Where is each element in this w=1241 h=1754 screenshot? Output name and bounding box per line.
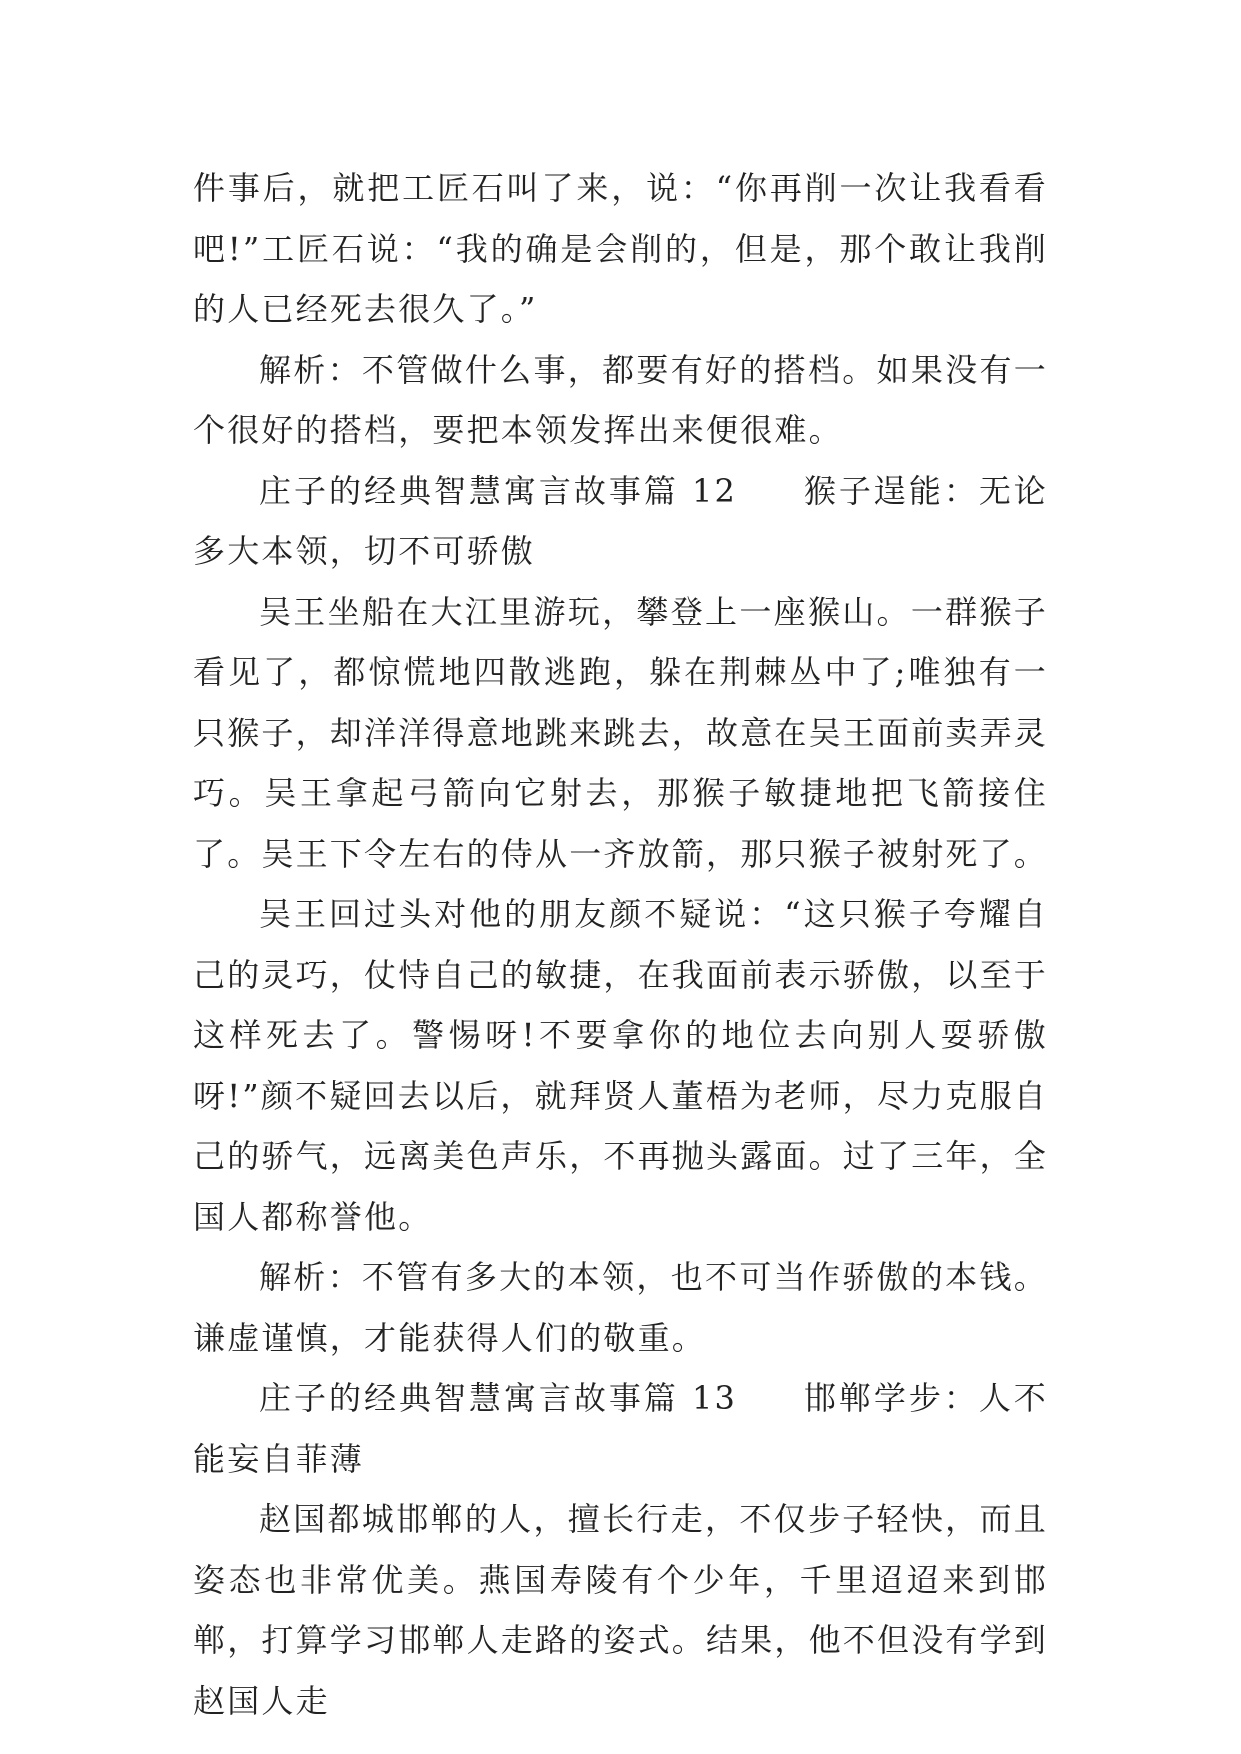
paragraph-monkey-story: 吴王坐船在大江里游玩，攀登上一座猴山。一群猴子看见了，都惊慌地四散逃跑，躲在荆棘丛中了;唯独有一只猴子，却洋洋得意地跳来跳去，故意在吴王面前卖弄灵巧。吴王拿起弓箭向它射去，那猴子敏捷地把飞箭接住了。吴王下令左右的侍从一齐放箭，那只猴子被射死了。	[193, 592, 1049, 873]
heading-title: 庄子的经典智慧寓言故事	[259, 471, 644, 510]
heading-number: 篇 13	[643, 1379, 738, 1417]
paragraph-analysis-pride: 解析：不管有多大的本领，也不可当作骄傲的本钱。谦虚谨慎，才能获得人们的敬重。	[193, 1258, 1048, 1357]
heading-title: 庄子的经典智慧寓言故事	[259, 1379, 644, 1417]
paragraph-wu-king-speech: 吴王回过头对他的朋友颜不疑说：“这只猴子夸耀自己的灵巧，仗恃自己的敏捷，在我面前表示骄傲，以至于这样死去了。警惕呀!不要拿你的地位去向别人耍骄傲呀!”颜不疑回去以后，就拜贤人董梧为老师，尽力克服自己的骄气，远离美色声乐，不再抛头露面。过了三年，全国人都称誉他。	[193, 895, 1049, 1236]
heading-number: 篇 12	[643, 471, 738, 510]
section-heading-13	[193, 1368, 1048, 1489]
section-heading-12	[193, 461, 1048, 582]
heading-subtitle: 邯郸学步：人不能妄自菲薄	[193, 1379, 1049, 1478]
paragraph-analysis-partner: 解析：不管做什么事，都要有好的搭档。如果没有一个很好的搭档，要把本领发挥出来便很难。	[193, 350, 1048, 449]
paragraph-story-ending: 件事后，就把工匠石叫了来，说：“你再削一次让我看看吧!”工匠石说：“我的确是会削的，但是，那个敢让我削的人已经死去很久了。”	[193, 169, 1048, 328]
paragraph-handan-story: 赵国都城邯郸的人，擅长行走，不仅步子轻快，而且姿态也非常优美。燕国寿陵有个少年，千里迢迢来到邯郸，打算学习邯郸人走路的姿式。结果，他不但没有学到赵国人走	[193, 1500, 1049, 1720]
document-page	[193, 158, 1048, 1731]
heading-subtitle: 猴子逞能：无论多大本领，切不可骄傲	[193, 471, 1049, 570]
